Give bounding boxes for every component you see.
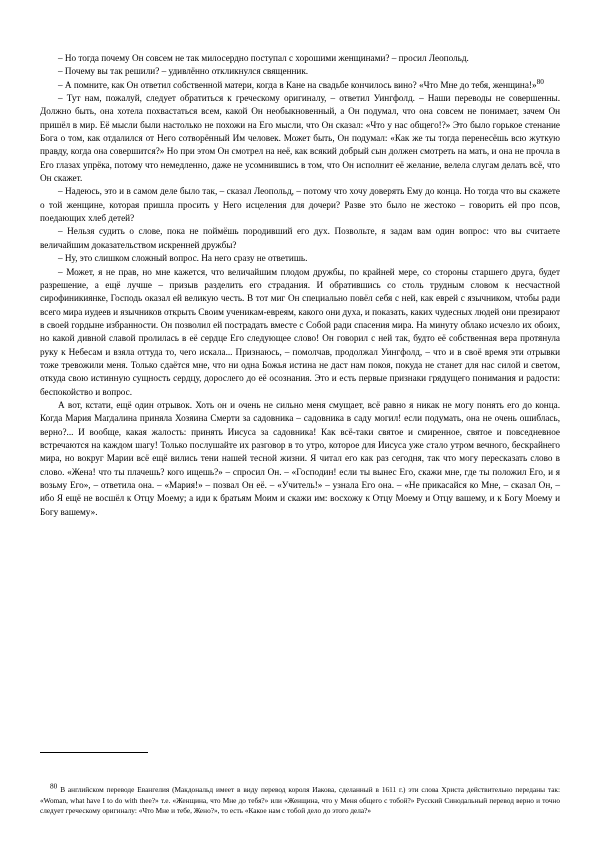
footnote-item xyxy=(40,781,561,817)
paragraph-text: – А помните, как Он ответил собственной матери, когда в Кане на свадьбе кончилось вино? «Что Мне до тебя, женщина!» xyxy=(58,79,537,90)
footnote-area xyxy=(40,781,561,817)
body-text xyxy=(40,52,560,519)
paragraph: – Почему вы так решили? – удивлённо откликнулся священник. xyxy=(58,66,309,77)
paragraph: – Нельзя судить о слове, пока не поймёшь породивший его дух. Позвольте, я задам вам один вопрос: что вы считаете величайшим доказательством искренней дружбы? xyxy=(40,226,560,250)
footnote-reference: 80 xyxy=(536,76,544,86)
paragraph: – Но тогда почему Он совсем не так милосердно поступал с хорошими женщинами? – просил Леопольд. xyxy=(58,53,469,63)
paragraph: А вот, кстати, ещё один отрывок. Хоть он и очень не сильно меня смущает, всё равно я никак не могу понять его до конца. Когда Мария Магдалина приняла Хозяина Смерти за садовника – садовника в саду могил! если подумать, она не очень ошиблась, верно?... И вообще, какая жалость: принять Иисуса за садовника! Как всё-таки святое и смиренное, святое и повседневное встречаются на каждом шагу! Только послушайте их разговор в то утро, которое для Иисуса уже стало утром вечного, бескрайнего мира, но вокруг Марии всё ещё вились тени нашей тесной жизни. Я читал его как раз сегодня, так что могу пересказать слово в слово. «Жена! что ты плачешь? кого ищешь?» – спросил Он. – «Господин! если ты вынес Его, скажи мне, где ты положил Его, и я возьму Его», – ответила она. – «Мария!» – позвал Он её. – «Учитель!» – узнала Его она. – «Не прикасайся ко Мне, – сказал Он, – ибо Я ещё не восшёл к Отцу Моему; а иди к братьям Моим и скажи им: восхожу к Отцу Моему и Отцу вашему, и к Богу Моему и Богу вашему». xyxy=(40,399,560,517)
paragraph xyxy=(40,76,560,92)
footnote-number: 80 xyxy=(50,781,58,791)
paragraph: – Ну, это слишком сложный вопрос. На него сразу не ответишь. xyxy=(58,253,308,264)
footnote-separator xyxy=(40,752,148,753)
paragraph: – Тут нам, пожалуй, следует обратиться к греческому оригиналу, – ответил Уингфолд. – Наши переводы не совершенны. Должно быть, она хотела похвастаться всем, какой Он необыкновенный, а Он подумал, что она совсем не понимает, зачем Он пришёл в мир. Её мысли были настолько не похожи на Его мысли, что Он сказал: «Что у нас общего!?» Это было горькое стенание Бога о том, как отдалился от Него сотворённый Им человек. Может быть, Он подумал: «Как же ты тогда перенесёшь всю жуткую правду, когда она совершится?» Но при этом Он смотрел на неё, как всякий добрый сын должен смотреть на мать, и она не прочла в Его глазах упрёка, потому что немедленно, даже не усомнившись в том, что Он исполнит её желание, велела слугам делать всё, что Он скажет. xyxy=(40,93,560,184)
paragraph: – Надеюсь, это и в самом деле было так, – сказал Леопольд, – потому что хочу доверять Ему до конца. Но тогда что вы скажете о той женщине, которая пришла просить у Него исцеления для дочери? Разве это было не жестоко – говорить ей про псов, поедающих хлеб детей? xyxy=(40,186,560,224)
footnote-text: В английском переводе Евангелия (Макдональд имеет в виду перевод короля Иакова, сделанный в 1611 г.) эти слова Христа действительно переданы так: «Woman, what have I to do with thee?» т.е. «Женщина, что Мне до тебя?» или «Женщина, что у Меня общего с тобой?» Русский Синодальный перевод верно и точно следует греческому оригиналу: «Что Мне и тебе, Жено?», то есть «Какое нам с тобой дело до этого дела?» xyxy=(40,785,561,816)
paragraph: – Может, я не прав, но мне кажется, что величайшим плодом дружбы, по крайней мере, со стороны старшего друга, будет разрешение, а ещё лучше – призыв разделить его страдания. И обратившись со столь трудным словом к несчастной сирофиникиянке, Господь оказал ей великую честь. В тот миг Он специально повёл себя с ней, как еврей с язычником, чтобы ради всего мира иудеев и язычников открыть Своим ученикам-евреям, какого они духа, и показать, каких чудесных людей они презирают в своей гордыне избранности. Он позволил ей пострадать вместе с Собой ради спасения мира. На минуту облако исчезло их обоих, но какой дивной славой пролилась в её сердце Его следующее слово! Он говорил с ней так, будто её собственная вера протянула руку к Небесам и взяла оттуда то, чего искала... Признаюсь, – помолчав, продолжал Уингфолд, – что и в своё время эти отрывки тоже тревожили меня. Только сдаётся мне, что ни одна Божья истина не даст нам покоя, покуда не станет для нас силой и светом, откуда свою истинную сущность сердцу, дорослего до её осознания. Это и есть первые признаки грядущего понимания и радости: беспокойство и вопрос. xyxy=(40,266,561,397)
